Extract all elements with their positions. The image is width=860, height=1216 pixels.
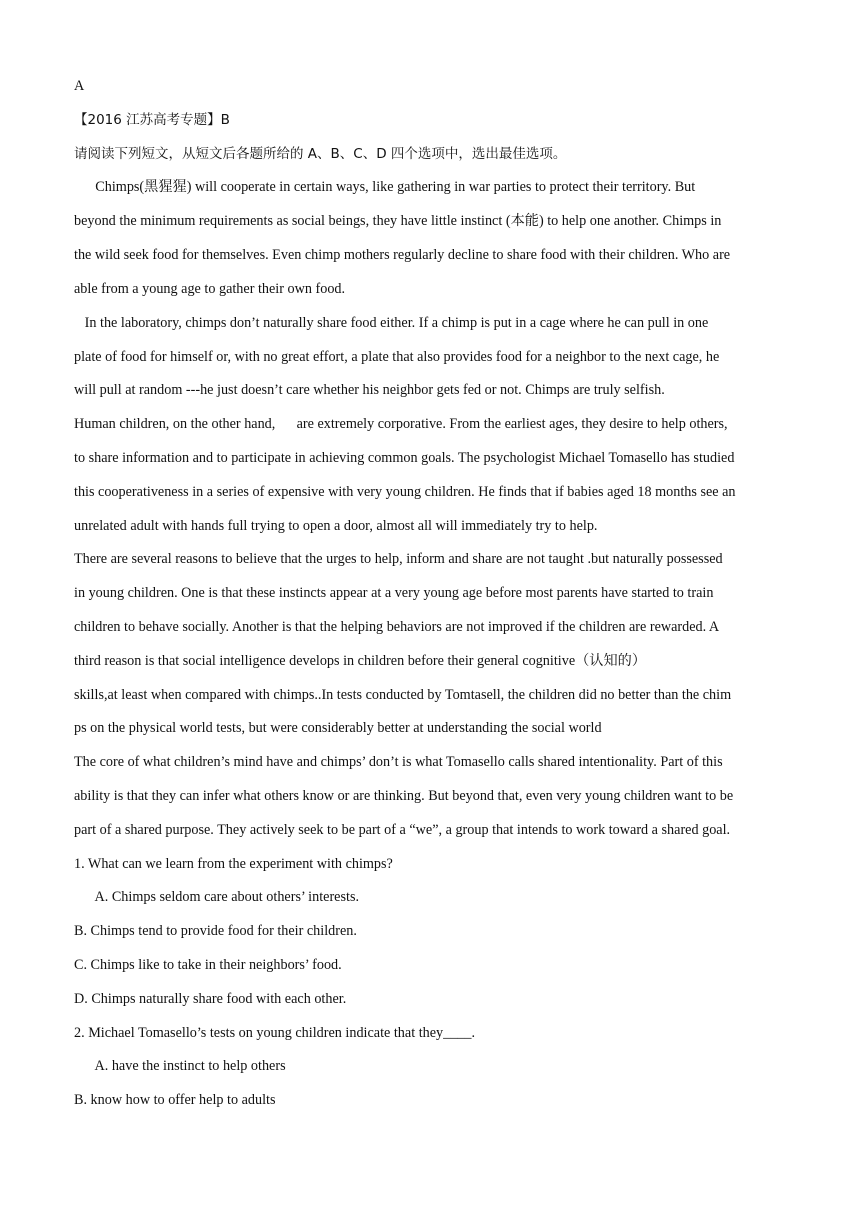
answer-option-a: A. Chimps seldom care about others’ interests.	[74, 889, 360, 905]
answer-option-b: B. know how to offer help to adults	[74, 1092, 276, 1108]
passage-line: to share information and to participate in achieving common goals. The psychologist Michael Tomasello has studied	[74, 450, 735, 466]
passage-line: plate of food for himself or, with no great effort, a plate that also provides food for a neighbor to the next cage, he	[74, 349, 720, 365]
passage-line: Human children, on the other hand, are extremely corporative. From the earliest ages, they desire to help others,	[74, 416, 728, 432]
source-header: 【2016 江苏高考专题】B	[74, 112, 230, 128]
answer-option-d: D. Chimps naturally share food with each other.	[74, 991, 347, 1007]
passage-line: the wild seek food for themselves. Even chimp mothers regularly decline to share food with their children. Who are	[74, 247, 731, 263]
instructions: 请阅读下列短文，从短文后各题所给的 A、B、C、D 四个选项中，选出最佳选项。	[74, 146, 567, 162]
passage-line: In the laboratory, chimps don’t naturally share food either. If a chimp is put in a cage where he can pull in one	[74, 315, 709, 331]
passage-line: The core of what children’s mind have and chimps’ don’t is what Tomasello calls shared intentionality. Part of this	[74, 754, 723, 770]
answer-option-b: B. Chimps tend to provide food for their children.	[74, 923, 357, 939]
passage-line: third reason is that social intelligence develops in children before their general cognitive（认知的）	[74, 653, 647, 669]
passage-line: There are several reasons to believe that the urges to help, inform and share are not taught .but naturally possessed	[74, 551, 723, 567]
passage-line: will pull at random ---he just doesn’t care whether his neighbor gets fed or not. Chimps are truly selfish.	[74, 382, 665, 398]
passage-line: Chimps(黑猩猩) will cooperate in certain ways, like gathering in war parties to protect their territory. But	[74, 179, 696, 195]
question-stem: 1. What can we learn from the experiment with chimps?	[74, 856, 393, 872]
section-label: A	[74, 78, 85, 94]
passage-line: this cooperativeness in a series of expensive with very young children. He finds that if babies aged 18 months see an	[74, 484, 736, 500]
passage-line: children to behave socially. Another is that the helping behaviors are not improved if the children are rewarded. A	[74, 619, 720, 635]
passage-line: unrelated adult with hands full trying to open a door, almost all will immediately try to help.	[74, 518, 598, 534]
question-stem: 2. Michael Tomasello’s tests on young children indicate that they____.	[74, 1025, 476, 1041]
passage-line: part of a shared purpose. They actively seek to be part of a “we”, a group that intends to work toward a shared goal.	[74, 822, 731, 838]
answer-option-a: A. have the instinct to help others	[74, 1058, 286, 1074]
passage-line: able from a young age to gather their own food.	[74, 281, 346, 297]
passage-line: ability is that they can infer what others know or are thinking. But beyond that, even very young children want to be	[74, 788, 734, 804]
passage-line: beyond the minimum requirements as social beings, they have little instinct (本能) to help one another. Chimps in	[74, 213, 722, 229]
passage-line: ps on the physical world tests, but were considerably better at understanding the social world	[74, 720, 602, 736]
passage-line: in young children. One is that these instincts appear at a very young age before most parents have started to train	[74, 585, 714, 601]
passage-line: skills,at least when compared with chimps..In tests conducted by Tomtasell, the children did no better than the chim	[74, 687, 732, 703]
answer-option-c: C. Chimps like to take in their neighbors’ food.	[74, 957, 342, 973]
